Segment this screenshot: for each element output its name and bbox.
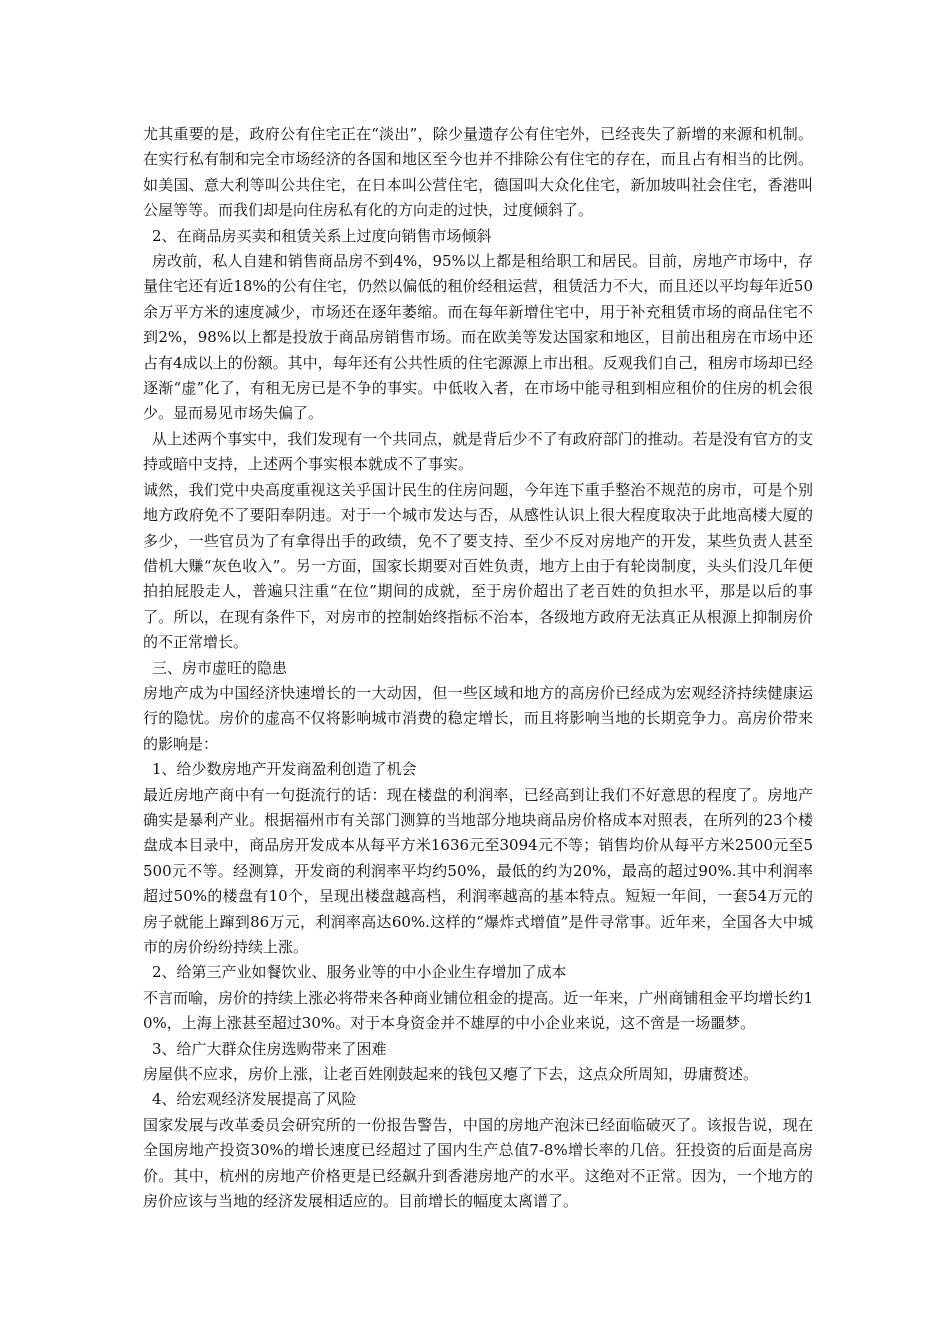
document-body (143, 122, 813, 1214)
paragraph-high-price-impact: 房地产成为中国经济快速增长的一大动因，但一些区域和地方的高房价已经成为宏观经济持续健康运行的隐忧。房价的虚高不仅将影响城市消费的稳定增长，而且将影响当地的长期竞争力。高房价带来的影响是： (143, 683, 813, 753)
paragraph-government-push: 从上述两个事实中，我们发现有一个共同点，就是背后少不了有政府部门的推动。若是没有官方的支持或暗中支持，上述两个事实根本就成不了事实。 (143, 429, 813, 474)
paragraph-profit-rate: 最近房地产商中有一句挺流行的话：现在楼盘的利润率，已经高到让我们不好意思的程度了。房地产确实是暴利产业。根据福州市有关部门测算的当地部分地块商品房价格成本对照表，在所列的23个楼盘成本目录中，商品房开发成本从每平方米1636元至3094元不等；销售均价从每平方米2500元至5500元不等。经测算，开发商的利润率平均约50%，最低的约为20%，最高的超过90%.其中利润率超过50%的楼盘有10个，呈现出楼盘越高档，利润率越高的基本特点。短短一年间，一套54万元的房子就能上蹿到86万元，利润率高达60%.这样的“爆炸式增值”是件寻常事。近年来，全国各大中城市的房价纷纷持续上涨。 (143, 785, 813, 956)
section-heading-hidden-risks: 三、房市虚旺的隐患 (152, 658, 288, 677)
section-heading-sales-bias: 2、在商品房买卖和租赁关系上过度向销售市场倾斜 (152, 226, 492, 245)
subheading-smb-costs: 2、给第三产业如餐饮业、服务业等的中小企业生存增加了成本 (152, 963, 567, 982)
subheading-purchase-difficulty: 3、给广大群众住房选购带来了困难 (152, 1039, 387, 1058)
subheading-macro-risk: 4、给宏观经济发展提高了风险 (152, 1090, 357, 1109)
paragraph-supply-shortage: 房屋供不应求，房价上涨，让老百姓刚鼓起来的钱包又瘪了下去，这点众所周知，毋庸赘述。 (143, 1065, 759, 1084)
paragraph-local-government: 诚然，我们党中央高度重视这关乎国计民生的住房问题，今年连下重手整治不规范的房市，可是个别地方政府免不了要阳奉阴违。对于一个城市发达与否，从感性认识上很大程度取决于此地高楼大厦的多少，一些官员为了有拿得出手的政绩，免不了要支持、至少不反对房地产的开发，某些负责人甚至借机大赚“灰色收入”。另一方面，国家长期要对百姓负责，地方上由于有轮岗制度，头头们没几年便拍拍屁股走人，普遍只注重“在位”期间的成就，至于房价超出了老百姓的负担水平，那是以后的事了。所以，在现有条件下，对房市的控制始终指标不治本，各级地方政府无法真正从根源上抑制房价的不正常增长。 (143, 480, 813, 652)
paragraph-shop-rent: 不言而喻，房价的持续上涨必将带来各种商业铺位租金的提高。近一年来，广州商铺租金平均增长约10%，上海上涨甚至超过30%。对于本身资金并不雄厚的中小企业来说，这不啻是一场噩梦。 (143, 988, 813, 1033)
paragraph-public-housing: 尤其重要的是，政府公有住宅正在“淡出”，除少量遗存公有住宅外，已经丧失了新增的来源和机制。在实行私有制和完全市场经济的各国和地区至今也并不排除公有住宅的存在，而且占有相当的比例。如美国、意大利等叫公共住宅，在日本叫公营住宅，德国叫大众化住宅，新加坡叫社会住宅，香港叫公屋等等。而我们却是向住房私有化的方向走的过快，过度倾斜了。 (143, 125, 813, 220)
paragraph-bubble-warning: 国家发展与改革委员会研究所的一份报告警告，中国的房地产泡沫已经面临破灭了。该报告说，现在全国房地产投资30%的增长速度已经超过了国内生产总值7-8%增长率的几倍。狂投资的后面是高房价。其中，杭州的房地产价格更是已经飙升到香港房地产的水平。这绝对不正常。因为，一个地方的房价应该与当地的经济发展相适应的。目前增长的幅度太离谱了。 (143, 1115, 813, 1211)
paragraph-rental-market: 房改前，私人自建和销售商品房不到4%，95%以上都是租给职工和居民。目前，房地产市场中，存量住宅还有近18%的公有住宅，仍然以偏低的租价经租运营，租赁活力不大，而且还以平均每年近50余万平方米的速度减少，市场还在逐年萎缩。而在每年新增住宅中，用于补充租赁市场的商品住宅不到2%，98%以上都是投放于商品房销售市场。而在欧美等发达国家和地区，目前出租房在市场中还占有4成以上的份额。其中，每年还有公共性质的住宅源源上市出租。反观我们自己，租房市场却已经逐渐“虚”化了，有租无房已是不争的事实。中低收入者，在市场中能寻租到相应租价的住房的机会很少。显而易见市场失偏了。 (143, 252, 813, 423)
subheading-developer-profit: 1、给少数房地产开发商盈利创造了机会 (152, 760, 417, 779)
